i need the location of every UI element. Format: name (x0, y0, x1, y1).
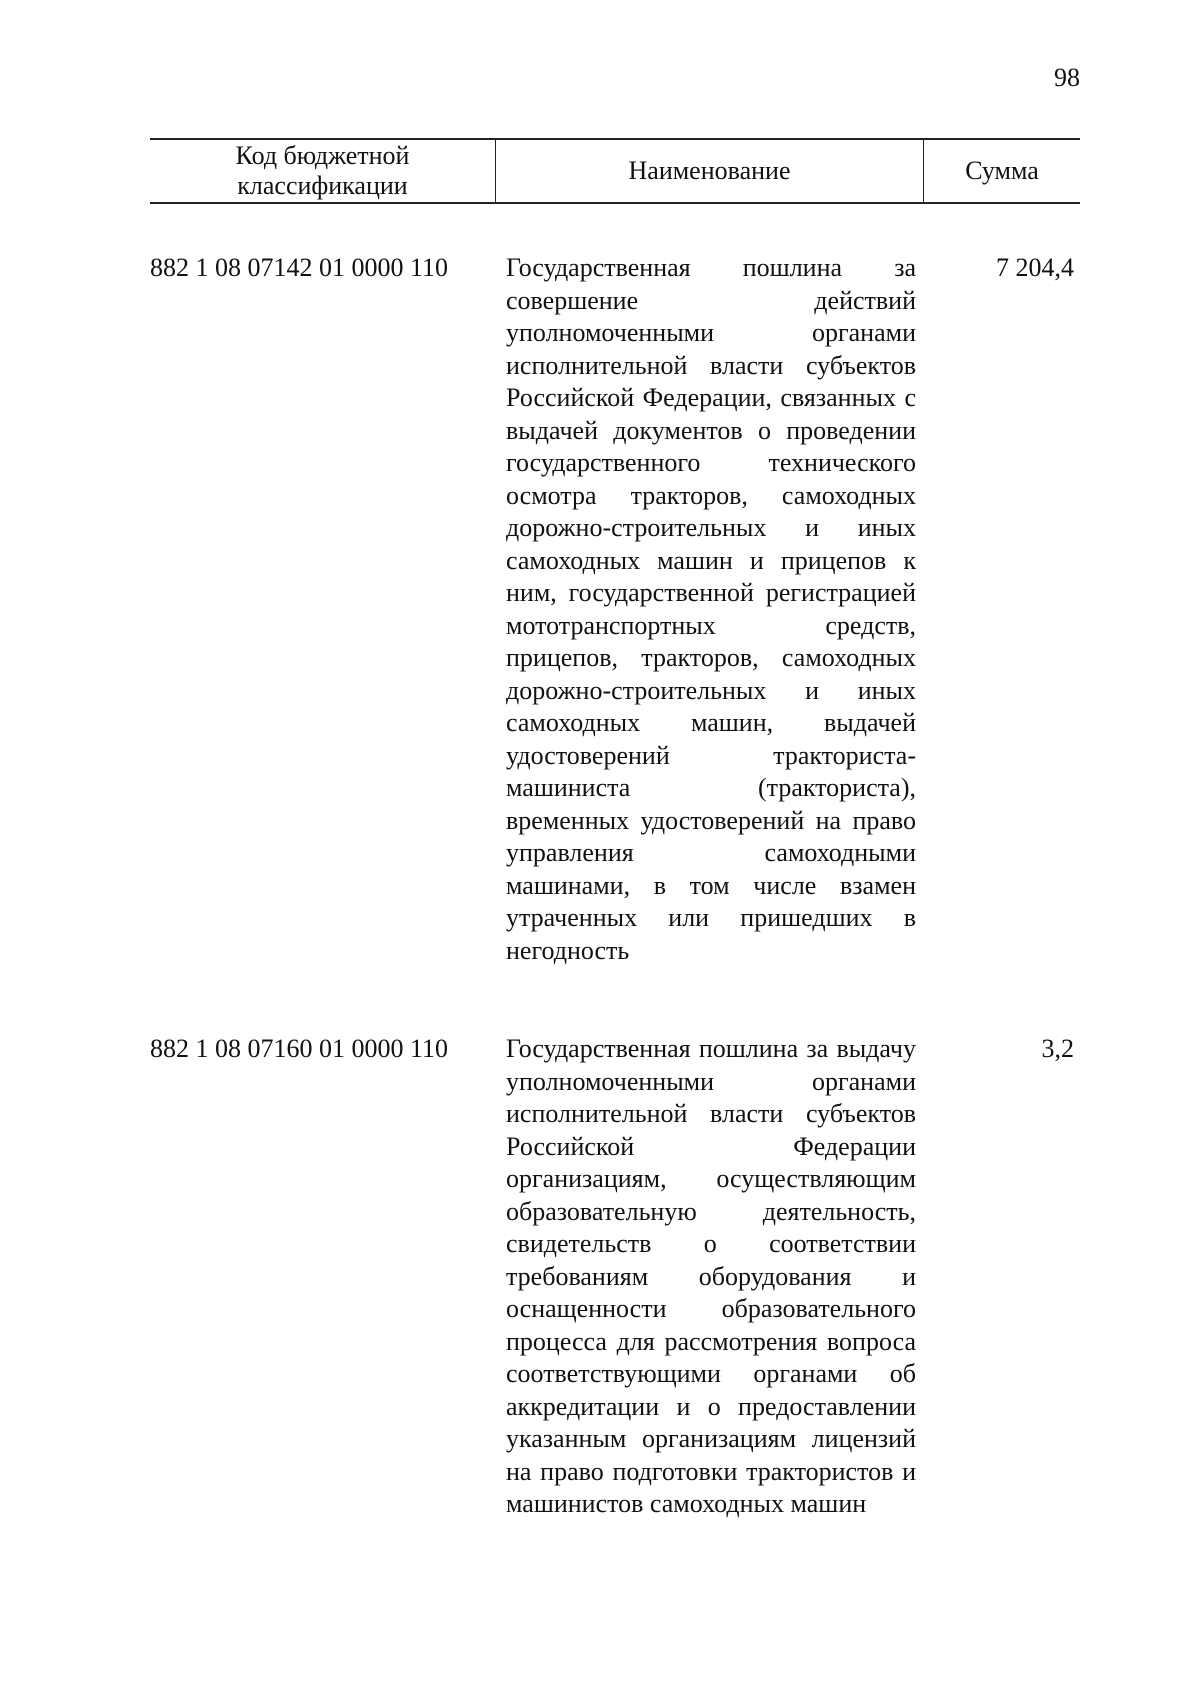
budget-code: 882 1 08 07160 01 0000 110 (150, 1034, 449, 1063)
row-description: Государственная пошлина за выдачу уполномоченными органами исполнительной власти субъектов Российской Федерации организациям, осуществляющим образовательную деятельность, свидетельств о соответствии требованиям оборудования и оснащенности образовательного процесса для рассмотрения вопроса соответствующими органами об аккредитации и о предоставлении указанным организациям лицензий на право подготовки трактористов и машинистов самоходных машин (506, 1034, 916, 1518)
header-sum: Сумма (965, 156, 1039, 185)
row-description: Государственная пошлина за совершение действий уполномоченными органами исполнительной власти субъектов Российской Федерации, связанных с выдачей документов о проведении государственного технического осмотра тракторов, самоходных дорожно-строительных и иных самоходных машин и прицепов к ним, государственной регистрацией мототранспортных средств, прицепов, тракторов, самоходных дорожно-строительных и иных самоходных машин, выдачей удостоверений тракториста-машиниста (тракториста), временных удостоверений на право управления самоходными машинами, в том числе взамен утраченных или пришедших в негодность (506, 253, 916, 965)
page-number: 98 (1054, 63, 1080, 92)
header-code: Код бюджетной классификации (150, 140, 496, 202)
budget-code: 882 1 08 07142 01 0000 110 (150, 253, 449, 282)
row-sum: 3,2 (1041, 1034, 1074, 1063)
table-header (150, 138, 1080, 204)
row-sum: 7 204,4 (996, 253, 1074, 282)
header-name: Наименование (496, 140, 924, 202)
